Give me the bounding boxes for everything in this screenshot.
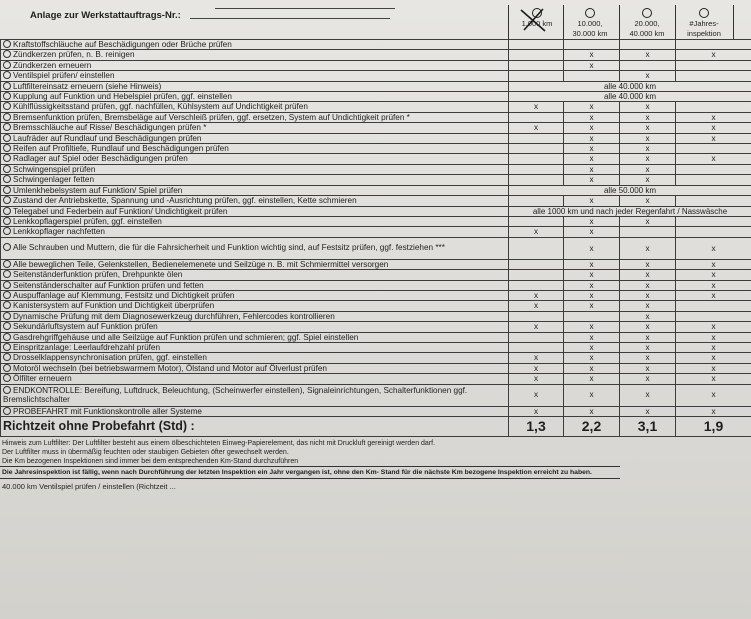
interval-mark: x — [564, 363, 620, 373]
task-label: Ölfilter erneuern — [13, 374, 72, 384]
table-row — [1, 133, 751, 143]
task-cell — [1, 259, 509, 269]
total-row — [1, 417, 751, 437]
divider — [0, 478, 620, 479]
task-cell — [1, 322, 509, 332]
interval-mark — [509, 154, 564, 164]
table-row — [1, 301, 751, 311]
task-cell — [1, 71, 509, 81]
interval-mark: x — [509, 384, 564, 406]
checkbox-circle-icon[interactable] — [3, 227, 11, 235]
checkbox-circle-icon[interactable] — [642, 8, 652, 18]
interval-mark — [564, 71, 620, 81]
interval-mark: x — [620, 175, 676, 185]
divider — [0, 466, 620, 467]
checkbox-circle-icon[interactable] — [585, 8, 595, 18]
interval-mark: x — [509, 102, 564, 112]
total-value: 2,2 — [564, 417, 620, 437]
task-cell — [1, 133, 509, 143]
checkbox-circle-icon[interactable] — [3, 92, 11, 100]
interval-mark: x — [620, 71, 676, 81]
interval-mark: x — [509, 290, 564, 300]
interval-mark — [509, 270, 564, 280]
task-cell — [1, 60, 509, 70]
task-cell — [1, 280, 509, 290]
task-label: Lenkkopflagerspiel prüfen, ggf. einstellen — [13, 216, 162, 226]
inspection-table — [0, 39, 751, 437]
col-separator — [733, 5, 734, 40]
task-label: Schwingenlager fetten — [13, 175, 95, 185]
interval-mark — [509, 112, 564, 122]
task-cell — [1, 40, 509, 50]
interval-mark: x — [620, 270, 676, 280]
checkbox-circle-icon[interactable] — [3, 154, 11, 162]
checkbox-circle-icon[interactable] — [3, 207, 11, 215]
checkbox-circle-icon[interactable] — [3, 217, 11, 225]
task-label: Gasdrehgriffgehäuse und alle Seilzüge auf Funktion prüfen und schmieren; ggf. Spiel einstellen — [13, 332, 359, 342]
task-cell — [1, 50, 509, 60]
interval-mark: x — [509, 301, 564, 311]
col-header-1000: 1.000 km — [508, 8, 566, 29]
interval-mark — [509, 311, 564, 321]
checkbox-circle-icon[interactable] — [3, 61, 11, 69]
table-row — [1, 374, 751, 384]
interval-mark — [676, 311, 751, 321]
task-label: Sekundärluftsystem auf Funktion prüfen — [13, 322, 158, 332]
interval-mark: x — [620, 406, 676, 416]
task-label: Kupplung auf Funktion und Hebelspiel prüfen, ggf. einstellen — [13, 92, 232, 102]
table-row — [1, 270, 751, 280]
task-cell — [1, 406, 509, 416]
task-label: Zündkerzen erneuern — [13, 60, 92, 70]
task-label: Dynamische Prüfung mit dem Diagnosewerkzeug durchführen, Fehlercodes kontrollieren — [13, 311, 335, 321]
footnote-airfilter-2: Der Luftfilter muss in übermäßig feuchten oder staubigen Gebieten öfter gewechselt werden. — [2, 449, 289, 456]
footnote-valve: 40.000 km Ventilspiel prüfen / einstellen (Richtzeit ... — [2, 482, 176, 491]
interval-mark: x — [676, 50, 751, 60]
table-row — [1, 123, 751, 133]
interval-mark: x — [564, 144, 620, 154]
task-cell — [1, 270, 509, 280]
table-row — [1, 206, 751, 216]
checkbox-circle-icon[interactable] — [3, 364, 11, 372]
interval-mark — [509, 40, 564, 50]
interval-mark: x — [620, 280, 676, 290]
checkbox-circle-icon[interactable] — [3, 301, 11, 309]
interval-mark: x — [564, 175, 620, 185]
interval-mark: x — [564, 322, 620, 332]
interval-mark: x — [620, 112, 676, 122]
interval-mark: x — [564, 259, 620, 269]
order-number-line — [190, 18, 390, 19]
interval-mark: x — [564, 384, 620, 406]
interval-mark: x — [509, 322, 564, 332]
table-row — [1, 227, 751, 237]
checkbox-circle-icon[interactable] — [3, 71, 11, 79]
interval-mark — [676, 60, 751, 70]
interval-mark: x — [676, 374, 751, 384]
interval-mark — [509, 133, 564, 143]
task-cell — [1, 227, 509, 237]
interval-mark — [509, 237, 564, 259]
checkbox-circle-icon[interactable] — [3, 291, 11, 299]
interval-mark: x — [564, 332, 620, 342]
interval-mark: x — [564, 196, 620, 206]
task-label: Motoröl wechseln (bei betriebswarmem Motor), Ölstand und Motor auf Ölverlust prüfen — [13, 363, 327, 373]
interval-mark: x — [620, 353, 676, 363]
task-label: Umlenkhebelsystem auf Funktion/ Spiel prüfen — [13, 185, 183, 195]
interval-note: alle 40.000 km — [509, 92, 751, 102]
checkbox-circle-icon[interactable] — [3, 353, 11, 361]
task-label: Schwingenspiel prüfen — [13, 164, 96, 174]
table-row — [1, 353, 751, 363]
interval-mark: x — [509, 406, 564, 416]
interval-mark: x — [676, 259, 751, 269]
task-cell — [1, 237, 509, 259]
interval-mark: x — [676, 290, 751, 300]
footnote-annual: Die Jahresinspektion ist fällig, wenn nach Durchführung der letzten Inspektion ein Jahr vergangen ist, ohne den Km- Stand für die nächste Km bezogene Inspektion erreicht zu haben. — [2, 469, 592, 476]
checkbox-circle-icon[interactable] — [3, 322, 11, 330]
checkbox-circle-icon[interactable] — [3, 270, 11, 278]
task-cell — [1, 112, 509, 122]
checkbox-circle-icon[interactable] — [3, 312, 11, 320]
table-row — [1, 332, 751, 342]
checkbox-circle-icon[interactable] — [3, 260, 11, 268]
interval-mark: x — [564, 227, 620, 237]
checkbox-circle-icon[interactable] — [3, 113, 11, 121]
task-cell — [1, 164, 509, 174]
table-row — [1, 384, 751, 406]
footnote-airfilter: Hinweis zum Luftfilter: Der Luftfilter besteht aus einem ölbeschichteten Einweg-Papierelement, das nicht mit Druckluft gereinigt werden darf. — [2, 440, 436, 447]
table-row — [1, 154, 751, 164]
interval-mark — [676, 71, 751, 81]
interval-mark — [509, 196, 564, 206]
table-row — [1, 196, 751, 206]
interval-mark — [509, 216, 564, 226]
interval-mark — [509, 175, 564, 185]
interval-mark: x — [509, 363, 564, 373]
task-label: Bremsschläuche auf Risse/ Beschädigungen prüfen * — [13, 123, 207, 133]
task-label: Kanistersystem auf Funktion und Dichtigkeit überprüfen — [13, 301, 215, 311]
sheet-title: Anlage zur Werkstattauftrags-Nr.: — [30, 10, 181, 21]
table-row — [1, 237, 751, 259]
checkbox-circle-icon[interactable] — [3, 144, 11, 152]
task-label: Seitenständerschalter auf Funktion prüfen und fetten — [13, 280, 204, 290]
interval-mark: x — [620, 363, 676, 373]
interval-mark — [509, 71, 564, 81]
task-cell — [1, 374, 509, 384]
interval-mark: x — [509, 123, 564, 133]
task-cell — [1, 81, 509, 91]
table-row — [1, 112, 751, 122]
interval-mark: x — [676, 332, 751, 342]
task-cell — [1, 206, 509, 216]
task-label: Einspritzanlage: Leerlaufdrehzahl prüfen — [13, 342, 161, 352]
interval-note: alle 40.000 km — [509, 81, 751, 91]
table-row — [1, 216, 751, 226]
interval-mark — [564, 40, 620, 50]
checkbox-circle-icon[interactable] — [3, 196, 11, 204]
interval-mark — [509, 259, 564, 269]
interval-mark: x — [564, 154, 620, 164]
col-header-10000: 10.000, 30.000 km — [562, 8, 618, 39]
interval-mark: x — [676, 112, 751, 122]
interval-mark: x — [620, 123, 676, 133]
checkbox-circle-icon[interactable] — [3, 134, 11, 142]
task-label: Telegabel und Federbein auf Funktion/ Undichtigkeit prüfen — [13, 206, 228, 216]
checkbox-circle-icon[interactable] — [3, 175, 11, 183]
table-row — [1, 342, 751, 352]
interval-mark — [676, 144, 751, 154]
interval-mark: x — [620, 50, 676, 60]
table-row — [1, 102, 751, 112]
total-value: 3,1 — [620, 417, 676, 437]
task-label: Lenkkopflager nachfetten — [13, 227, 105, 237]
interval-mark: x — [564, 216, 620, 226]
task-cell — [1, 185, 509, 195]
interval-mark: x — [676, 322, 751, 332]
table-row — [1, 280, 751, 290]
interval-note: alle 50.000 km — [509, 185, 751, 195]
interval-mark — [676, 164, 751, 174]
interval-mark: x — [676, 154, 751, 164]
interval-mark: x — [564, 123, 620, 133]
interval-mark: x — [676, 353, 751, 363]
table-row — [1, 185, 751, 195]
task-cell — [1, 311, 509, 321]
interval-mark: x — [676, 363, 751, 373]
task-cell — [1, 144, 509, 154]
interval-mark: x — [509, 374, 564, 384]
checkbox-circle-icon[interactable] — [699, 8, 709, 18]
table-row — [1, 40, 751, 50]
interval-mark: x — [620, 374, 676, 384]
checkbox-circle-icon[interactable] — [3, 343, 11, 351]
interval-mark: x — [676, 280, 751, 290]
task-label: Ventilspiel prüfen/ einstellen — [13, 71, 115, 81]
table-row — [1, 259, 751, 269]
task-cell — [1, 175, 509, 185]
table-row — [1, 60, 751, 70]
interval-mark: x — [564, 270, 620, 280]
task-cell — [1, 92, 509, 102]
interval-mark — [509, 144, 564, 154]
interval-mark: x — [564, 280, 620, 290]
checkbox-circle-icon[interactable] — [3, 82, 11, 90]
interval-mark — [620, 60, 676, 70]
task-cell — [1, 216, 509, 226]
interval-mark — [509, 332, 564, 342]
interval-mark: x — [620, 290, 676, 300]
interval-mark: x — [620, 311, 676, 321]
task-label: Auspuffanlage auf Klemmung, Festsitz und Dichtigkeit prüfen — [13, 290, 235, 300]
interval-mark: x — [620, 332, 676, 342]
checkbox-circle-icon[interactable] — [3, 123, 11, 131]
task-cell — [1, 363, 509, 373]
col-header-20000: 20.000, 40.000 km — [620, 8, 674, 39]
interval-mark — [620, 227, 676, 237]
interval-mark: x — [564, 237, 620, 259]
interval-mark: x — [620, 384, 676, 406]
interval-mark: x — [676, 342, 751, 352]
task-cell — [1, 301, 509, 311]
table-row — [1, 81, 751, 91]
interval-mark — [676, 301, 751, 311]
interval-mark: x — [564, 406, 620, 416]
interval-mark — [676, 216, 751, 226]
checkbox-circle-icon[interactable] — [3, 243, 11, 251]
interval-mark: x — [620, 196, 676, 206]
interval-mark — [676, 102, 751, 112]
table-row — [1, 290, 751, 300]
table-row — [1, 406, 751, 416]
interval-mark: x — [564, 133, 620, 143]
task-cell — [1, 290, 509, 300]
interval-mark: x — [564, 374, 620, 384]
interval-note: alle 1000 km und nach jeder Regenfahrt / Nasswäsche — [509, 206, 751, 216]
interval-mark: x — [564, 301, 620, 311]
checkbox-circle-icon[interactable] — [3, 50, 11, 58]
interval-mark: x — [676, 133, 751, 143]
handwritten-cross-icon — [518, 6, 548, 34]
header-top-line — [215, 8, 395, 9]
total-label: Richtzeit ohne Probefahrt (Std) : — [1, 417, 509, 437]
interval-mark: x — [620, 102, 676, 112]
task-label: Laufräder auf Rundlauf und Beschädigungen prüfen — [13, 133, 202, 143]
interval-mark — [676, 196, 751, 206]
checkbox-circle-icon[interactable] — [3, 102, 11, 110]
interval-mark — [509, 50, 564, 60]
interval-mark — [509, 60, 564, 70]
interval-mark: x — [620, 237, 676, 259]
table-row — [1, 363, 751, 373]
interval-mark — [564, 311, 620, 321]
interval-mark: x — [676, 123, 751, 133]
interval-mark — [620, 40, 676, 50]
interval-mark: x — [676, 384, 751, 406]
task-label: Alle Schrauben und Muttern, die für die Fahrsicherheit und Funktion wichtig sind, auf Festsitz prüfen, ggf. festziehen *** — [13, 243, 445, 253]
checkbox-circle-icon[interactable] — [3, 40, 11, 48]
interval-mark: x — [564, 60, 620, 70]
col-header-annual: #Jahres- inspektion — [676, 8, 732, 39]
task-label: Luftfiltereinsatz erneuern (siehe Hinweis) — [13, 81, 162, 91]
interval-mark: x — [620, 216, 676, 226]
interval-mark: x — [620, 301, 676, 311]
task-label: Alle beweglichen Teile, Gelenkstellen, Bedienelemenete und Seilzüge n. B. mit Schmiermittel versorgen — [13, 259, 389, 269]
task-label: Bremsenfunktion prüfen, Bremsbeläge auf Verschleiß prüfen, ggf. ersetzen, System auf Undichtigkeit prüfen * — [13, 112, 410, 122]
task-cell — [1, 384, 509, 406]
interval-mark: x — [620, 322, 676, 332]
task-label: Kraftstoffschläuche auf Beschädigungen oder Brüche prüfen — [13, 40, 232, 49]
interval-mark: x — [509, 227, 564, 237]
table-row — [1, 92, 751, 102]
interval-mark: x — [564, 342, 620, 352]
task-cell — [1, 102, 509, 112]
table-row — [1, 71, 751, 81]
interval-mark — [509, 280, 564, 290]
interval-mark: x — [620, 342, 676, 352]
task-label: Radlager auf Spiel oder Beschädigungen prüfen — [13, 154, 188, 164]
interval-mark: x — [676, 237, 751, 259]
interval-mark: x — [564, 164, 620, 174]
task-label: PROBEFAHRT mit Funktionskontrolle aller Systeme — [13, 406, 202, 416]
interval-mark: x — [620, 154, 676, 164]
checkbox-circle-icon[interactable] — [3, 374, 11, 382]
task-cell — [1, 196, 509, 206]
task-cell — [1, 123, 509, 133]
table-row — [1, 164, 751, 174]
interval-mark: x — [620, 259, 676, 269]
task-cell — [1, 332, 509, 342]
interval-mark — [676, 40, 751, 50]
total-value: 1,3 — [509, 417, 564, 437]
interval-mark: x — [509, 353, 564, 363]
table-row — [1, 50, 751, 60]
table-row — [1, 175, 751, 185]
task-label: Zustand der Antriebskette, Spannung und -Ausrichtung prüfen, ggf. einstellen, Kette schmieren — [13, 196, 357, 206]
task-label: ENDKONTROLLE: Bereifung, Luftdruck, Beleuchtung, (Scheinwerfer einstellen), Signaleinrichtungen, Schalterfunktionen ggf. Bremslichtschalter — [3, 385, 468, 405]
table-row — [1, 322, 751, 332]
interval-mark: x — [564, 102, 620, 112]
interval-mark — [676, 227, 751, 237]
checkbox-circle-icon[interactable] — [3, 386, 11, 394]
interval-mark: x — [564, 50, 620, 60]
task-cell — [1, 353, 509, 363]
task-label: Zündkerzen prüfen, n. B. reinigen — [13, 50, 135, 60]
interval-mark: x — [676, 270, 751, 280]
footnote-km: Die Km bezogenen Inspektionen sind immer bei dem entsprechenden Km-Stand durchzuführen — [2, 458, 299, 465]
checkbox-circle-icon[interactable] — [3, 281, 11, 289]
interval-mark — [676, 175, 751, 185]
sheet-header — [0, 0, 751, 40]
task-label: Kühlflüssigkeitsstand prüfen, ggf. nachfüllen, Kühlsystem auf Undichtigkeit prüfen — [13, 102, 308, 112]
interval-mark — [509, 164, 564, 174]
checkbox-circle-icon[interactable] — [3, 165, 11, 173]
interval-mark: x — [564, 112, 620, 122]
checkbox-circle-icon[interactable] — [3, 186, 11, 194]
table-row — [1, 311, 751, 321]
task-label: Seitenständerfunktion prüfen, Drehpunkte ölen — [13, 270, 183, 280]
interval-mark: x — [676, 406, 751, 416]
task-label: Drosselklappensynchronisation prüfen, ggf. einstellen — [13, 353, 207, 363]
task-label: Reifen auf Profiltiefe, Rundlauf und Beschädigungen prüfen — [13, 144, 229, 154]
total-value: 1,9 — [676, 417, 751, 437]
checkbox-circle-icon[interactable] — [3, 333, 11, 341]
interval-mark: x — [564, 290, 620, 300]
task-cell — [1, 342, 509, 352]
task-cell — [1, 154, 509, 164]
table-row — [1, 144, 751, 154]
interval-mark — [509, 342, 564, 352]
interval-mark: x — [620, 133, 676, 143]
interval-mark: x — [620, 164, 676, 174]
interval-mark: x — [620, 144, 676, 154]
checkbox-circle-icon[interactable] — [3, 407, 11, 415]
interval-mark: x — [564, 353, 620, 363]
